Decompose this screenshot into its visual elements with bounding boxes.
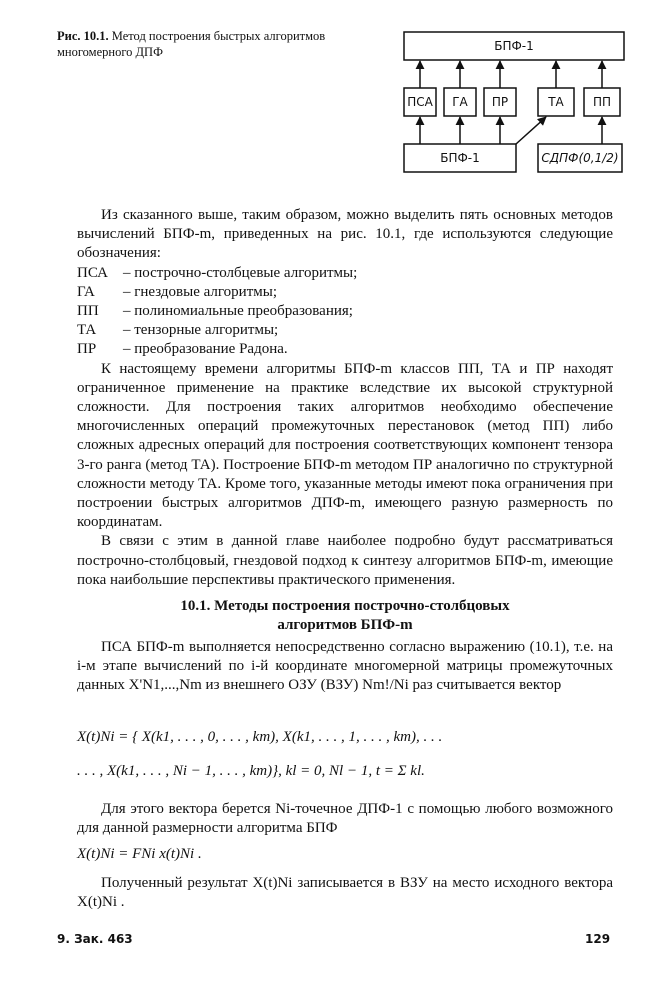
formula-vector-line2: . . . , X(k1, . . . , Ni − 1, . . . , km)}, kl = 0, Nl − 1, t = Σ kl. [77, 763, 425, 779]
figure-caption [57, 28, 387, 60]
paragraph-dft: Для этого вектора берется Ni-точечное ДПФ-1 с помощью любого возможного для данной размерности алгоритма БПФ [77, 801, 613, 837]
method-diagram [398, 28, 630, 188]
footer-signature: 9. Зак. 463 [57, 932, 133, 946]
formula-vector [77, 727, 613, 781]
paragraph-psa: ПСА БПФ-m выполняется непосредственно согласно выражению (10.1), т.е. на i-м этапе вычислений по i-й координате многомерной матрицы промежуточных данных X'N1,...,Nm из внешнего ОЗУ (ВЗУ) Nm!/Ni раз считывается вектор [77, 639, 613, 694]
block-top-label: БПФ-1 [494, 39, 534, 53]
legend-desc: – построчно-столбцевые алгоритмы; [123, 264, 358, 281]
legend-item [77, 264, 613, 283]
caption-label: Рис. 10.1. [57, 29, 109, 43]
legend-item [77, 321, 613, 340]
legend-desc: – тензорные алгоритмы; [123, 322, 279, 339]
formula-vector-line1: X(t)Ni = { X(k1, . . . , 0, . . . , km), X(k1, . . . , 1, . . . , km), . . . [77, 729, 443, 745]
legend-abbr: ТА [77, 322, 97, 339]
legend-list [77, 264, 613, 360]
legend-item [77, 302, 613, 321]
block-ta-label: ТА [548, 95, 564, 109]
caption-text: Метод построения быстрых алгоритмов многомерного ДПФ [57, 29, 326, 59]
legend-item [77, 340, 613, 359]
paragraph-result: Полученный результат X(t)Ni записывается в ВЗУ на место исходного вектора X(t)Ni . [77, 875, 613, 911]
block-pr-label: ПР [491, 95, 509, 109]
block-pp-label: ПП [592, 95, 612, 109]
legend-abbr: ПП [77, 303, 99, 320]
intro-paragraph: Из сказанного выше, таким образом, можно выделить пять основных методов вычислений БПФ-m, приведенных на рис. 10.1, где используются следующие обозначения: [77, 207, 613, 262]
body-block-3 [77, 800, 613, 838]
legend-abbr: ПСА [77, 264, 108, 281]
legend-item [77, 283, 613, 302]
paragraph-classes: К настоящему времени алгоритмы БПФ-m классов ПП, ТА и ПР находят ограниченное применение на практике вследствие их высокой структурной сложности. Для построения таких алгоритмов необходимо обеспечение многочисленных операций промежуточных перестановок (метод ПП) либо сложных адресных операций для построения соответствующих компонент тензора 3-го ранга (метод ТА). Построение БПФ-m методом ПР аналогично по структурной сложности методу ТА. Кроме того, указанные методы имеют пока ограничения при построении быстрых алгоритмов ДПФ-m, имеющего разную размерность по координатам. [77, 360, 613, 531]
body-block-1 [77, 206, 613, 590]
formula-dft-line: X(t)Ni = FNi x(t)Ni . [77, 846, 202, 862]
block-psa-label: ПСА [407, 95, 433, 109]
body-block-2 [77, 638, 613, 696]
block-bottom-bpf-label: БПФ-1 [440, 151, 480, 165]
section-heading [77, 597, 613, 635]
paragraph-chapter-focus: В связи с этим в данной главе наиболее подробно будут рассматриваться построчно-столбцовый, гнездовой подход к синтезу алгоритмов БПФ-m, имеющие пока наибольшие перспективы практического применения. [77, 533, 613, 588]
section-heading-line1: 10.1. Методы построения построчно-столбцовых [180, 598, 510, 614]
arrow-bpf-ta [516, 117, 546, 144]
legend-desc: – полиномиальные преобразования; [123, 303, 353, 320]
section-heading-line2: алгоритмов БПФ-m [277, 617, 413, 633]
block-sdpf-label: СДПФ(0,1/2) [541, 151, 619, 165]
legend-abbr: ГА [77, 283, 95, 300]
legend-abbr: ПР [77, 341, 97, 358]
block-ga-label: ГА [452, 95, 468, 109]
body-block-4 [77, 874, 613, 912]
page-number: 129 [585, 932, 611, 946]
legend-desc: – гнездовые алгоритмы; [123, 283, 277, 300]
legend-desc: – преобразование Радона. [123, 341, 288, 358]
formula-dft [77, 844, 613, 864]
